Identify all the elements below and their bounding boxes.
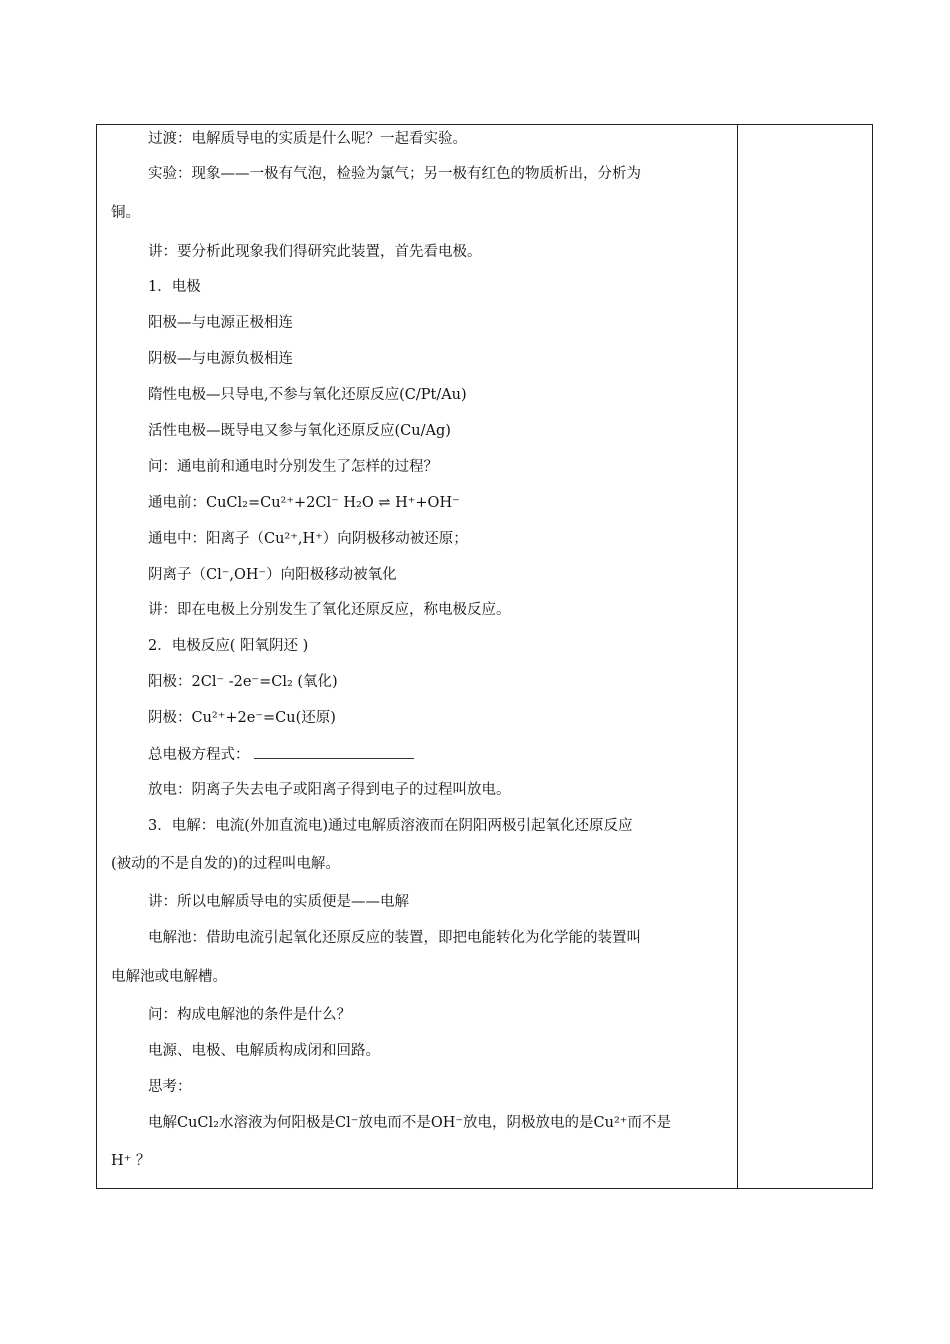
- text-line: 电解池：借助电流引起氧化还原反应的装置，即把电能转化为化学能的装置叫: [148, 930, 641, 946]
- text-line: 铜。: [111, 205, 140, 221]
- text-line: 电解池或电解槽。: [111, 969, 227, 985]
- text-line: 电源、电极、电解质构成闭和回路。: [148, 1043, 380, 1059]
- text-line: 讲：所以电解质导电的实质便是——电解: [148, 894, 409, 910]
- text-line: 问：构成电解池的条件是什么？: [148, 1007, 351, 1023]
- fill-in-line: [148, 744, 414, 765]
- text-line: 阳极—与电源正极相连: [148, 315, 293, 331]
- text-line: 问：通电前和通电时分别发生了怎样的过程？: [148, 459, 438, 475]
- equation-line: 阳极：2Cl⁻ -2e⁻=Cl₂ (氧化): [148, 674, 338, 690]
- text-line: H⁺ ？: [111, 1153, 151, 1169]
- text-line: 过渡：电解质导电的实质是什么呢？一起看实验。: [148, 131, 467, 147]
- text-line: 讲：要分析此现象我们得研究此装置，首先看电极。: [148, 244, 482, 260]
- column-divider: [737, 124, 738, 1189]
- text-line: 阴离子（Cl⁻,OH⁻）向阳极移动被氧化: [148, 567, 397, 583]
- text-line: 活性电极—既导电又参与氧化还原反应(Cu/Ag): [148, 423, 451, 439]
- fill-in-label: 总电极方程式：: [148, 747, 250, 763]
- section-heading: 2．电极反应( 阳氧阴还 ): [148, 638, 309, 654]
- equation-line: 阴极：Cu²⁺+2e⁻=Cu(还原): [148, 710, 336, 726]
- equation-line: 通电前：CuCl₂=Cu²⁺+2Cl⁻ H₂O ⇌ H⁺+OH⁻: [148, 495, 460, 511]
- text-line: 思考：: [148, 1079, 192, 1095]
- table-frame: [96, 124, 873, 1189]
- text-line: 阴极—与电源负极相连: [148, 351, 293, 367]
- answer-blank: [254, 744, 414, 759]
- text-line: 实验：现象——一极有气泡，检验为氯气；另一极有红色的物质析出，分析为: [148, 166, 641, 182]
- text-line: 放电：阴离子失去电子或阳离子得到电子的过程叫放电。: [148, 782, 511, 798]
- text-line: 隋性电极—只导电,不参与氧化还原反应(C/Pt/Au): [148, 387, 467, 403]
- text-line: 讲：即在电极上分别发生了氧化还原反应，称电极反应。: [148, 602, 511, 618]
- section-heading: 1．电极: [148, 279, 201, 295]
- text-line: (被动的不是自发的)的过程叫电解。: [111, 856, 340, 872]
- section-heading: 3．电解：电流(外加直流电)通过电解质溶液而在阴阳两极引起氧化还原反应: [148, 818, 633, 834]
- text-line: 通电中：阳离子（Cu²⁺,H⁺）向阴极移动被还原；: [148, 531, 468, 547]
- text-line: 电解CuCl₂水溶液为何阳极是Cl⁻放电而不是OH⁻放电，阴极放电的是Cu²⁺而不是: [148, 1115, 671, 1131]
